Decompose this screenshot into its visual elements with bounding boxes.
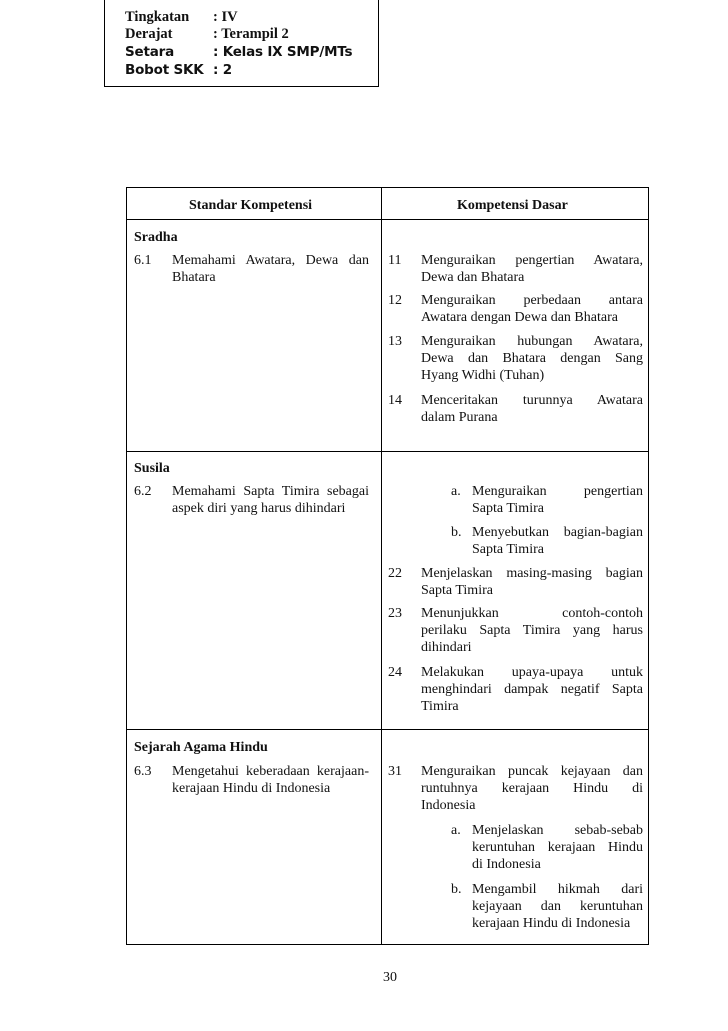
- header-row-bobot-skk: Bobot SKK : 2: [125, 62, 232, 78]
- section-title-susila: Susila: [134, 461, 170, 476]
- header-row-tingkatan: Tingkatan : IV: [125, 9, 238, 25]
- sub-text: Mengambil hikmah dari kejayaan dan keruntuhan kerajaan Hindu di Indonesia: [472, 882, 643, 931]
- sk-text: Mengetahui keberadaan kerajaan- kerajaan Hindu di Indonesia: [172, 764, 369, 796]
- sub-letter: b.: [451, 525, 462, 540]
- kd-number: 14: [388, 393, 402, 408]
- header-divider: [127, 219, 649, 220]
- kd-text: Menjelaskan masing-masing bagian Sapta Timira: [421, 566, 643, 598]
- kd-number: 23: [388, 606, 402, 621]
- page-number: 30: [383, 970, 397, 985]
- header-row-setara: Setara : Kelas IX SMP/MTs: [125, 44, 353, 60]
- kd-number: 24: [388, 665, 402, 680]
- kd-number: 12: [388, 293, 402, 308]
- kd-text: Menguraikan perbedaan antara Awatara dengan Dewa dan Bhatara: [421, 293, 643, 325]
- sk-text: Memahami Awatara, Dewa dan Bhatara: [172, 253, 369, 285]
- header-info-box: [104, 0, 379, 87]
- kd-text: Menguraikan puncak kejayaan dan runtuhnya kerajaan Hindu di Indonesia: [421, 764, 643, 813]
- kd-text: Menceritakan turunnya Awatara dalam Purana: [421, 393, 643, 425]
- sub-text: Menjelaskan sebab-sebab keruntuhan kerajaan Hindu di Indonesia: [472, 823, 643, 872]
- kd-text: Menguraikan pengertian Awatara, Dewa dan Bhatara: [421, 253, 643, 285]
- sk-number: 6.2: [134, 484, 152, 499]
- section-divider-1: [127, 451, 649, 452]
- section-title-sejarah: Sejarah Agama Hindu: [134, 740, 268, 755]
- kd-text: Menunjukkan contoh-contoh perilaku Sapta Timira yang harus dihindari: [421, 606, 643, 655]
- sk-number: 6.3: [134, 764, 152, 779]
- header-row-derajat: Derajat : Terampil 2: [125, 26, 289, 42]
- sk-text: Memahami Sapta Timira sebagai aspek diri yang harus dihindari: [172, 484, 369, 516]
- kd-number: 11: [388, 253, 402, 268]
- column-header-kompetensi: Kompetensi Dasar: [457, 198, 568, 213]
- section-divider-2: [127, 729, 649, 730]
- sub-text: Menguraikan pengertian Sapta Timira: [472, 484, 643, 516]
- kd-number: 22: [388, 566, 402, 581]
- sk-number: 6.1: [134, 253, 152, 268]
- sub-letter: a.: [451, 484, 461, 499]
- kd-number: 13: [388, 334, 402, 349]
- kd-text: Melakukan upaya-upaya untuk menghindari dampak negatif Sapta Timira: [421, 665, 643, 714]
- competency-table: [126, 187, 649, 945]
- sub-letter: b.: [451, 882, 462, 897]
- kd-number: 31: [388, 764, 402, 779]
- sub-letter: a.: [451, 823, 461, 838]
- column-divider: [381, 188, 382, 945]
- kd-text: Menguraikan hubungan Awatara, Dewa dan Bhatara dengan Sang Hyang Widhi (Tuhan): [421, 334, 643, 383]
- column-header-standar: Standar Kompetensi: [189, 198, 313, 213]
- sub-text: Menyebutkan bagian-bagian Sapta Timira: [472, 525, 643, 557]
- section-title-sradha: Sradha: [134, 230, 178, 245]
